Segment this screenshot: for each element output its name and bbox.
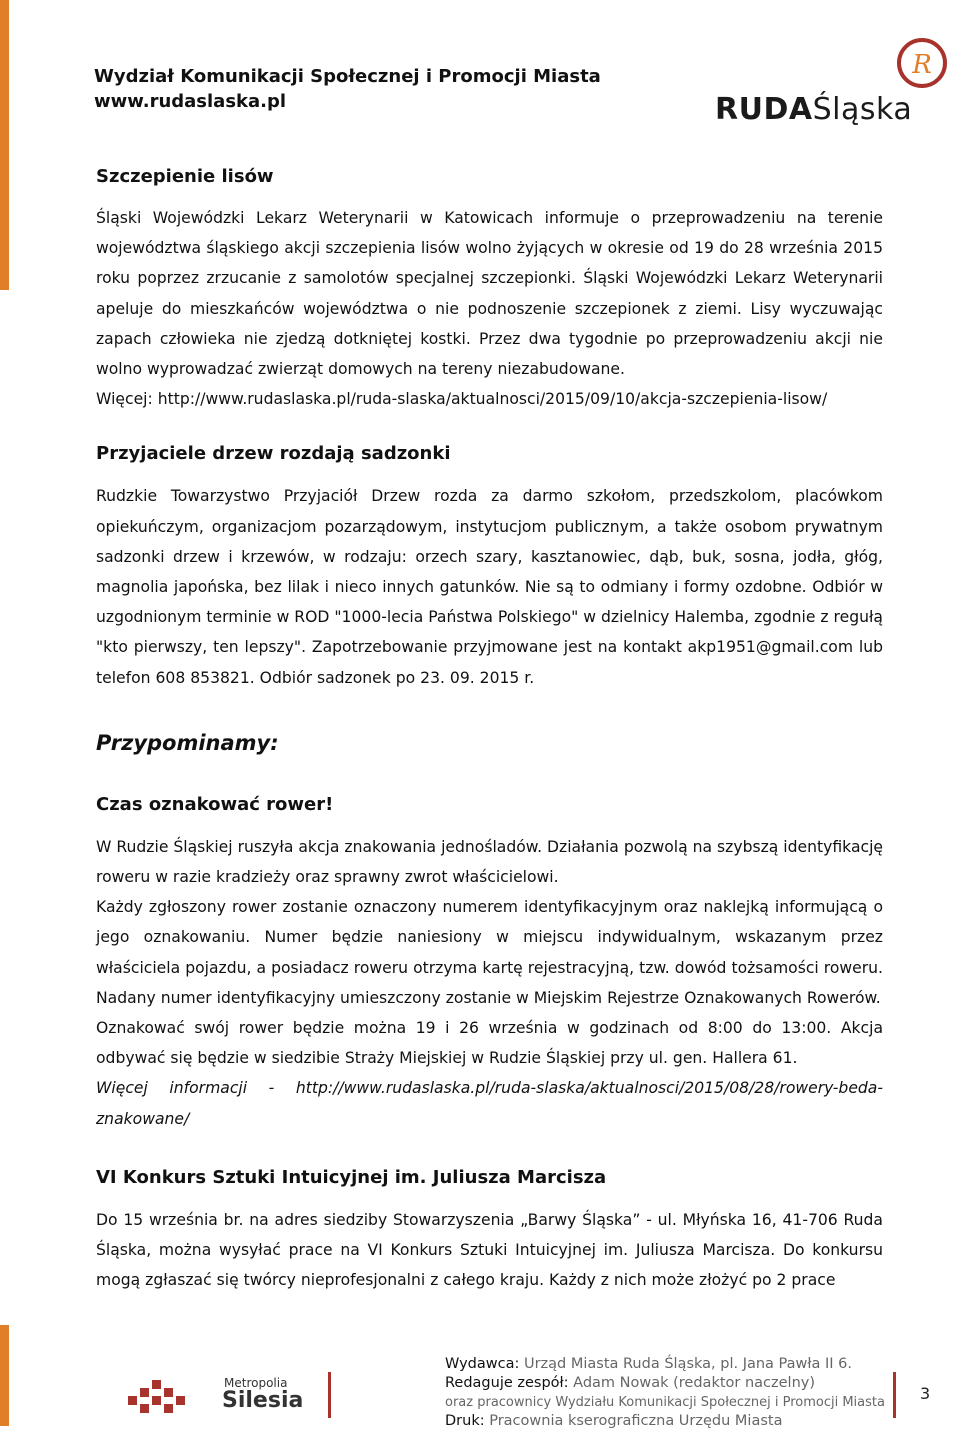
department-title: Wydział Komunikacji Społecznej i Promocji Miasta	[94, 66, 601, 87]
page-header	[94, 64, 601, 114]
footer-divider	[893, 1372, 896, 1418]
newsletter-content	[96, 165, 883, 1295]
article-paragraph: Każdy zgłoszony rower zostanie oznaczony numerem identyfikacyjnym oraz naklejką informującą o jego oznakowaniu. Numer będzie naniesiony w miejscu indywidualnym, wskazanym przez właściciela pojazdu, a posiadacz roweru otrzyma kartę rejestracyjną, tzw. dowód tożsamości roweru. Nadany numer identyfikacyjny umieszczony zostanie w Miejskim Rejestrze Oznakowanych Rowerów.	[96, 898, 883, 1007]
footer-imprint: Wydawca: Urząd Miasta Ruda Śląska, pl. Jana Pawła II 6. Redaguje zespół: Adam Nowak (redaktor naczelny) oraz pracownicy Wydziału Komunikacji Społecznej i Promocji Miasta Druk: Pracownia kserograficzna Urzędu Miasta	[445, 1356, 885, 1429]
page-footer	[0, 1350, 960, 1429]
article-paragraph: Do 15 września br. na adres siedziby Stowarzyszenia „Barwy Śląska” - ul. Młyńska 16, 41-706 Ruda Śląska, można wysyłać prace na VI Konkurs Sztuki Intuicyjnej im. Juliusza Marcisza. Do konkursu mogą zgłaszać się twórcy nieprofesjonalni z całego kraju. Każdy z nich może złożyć po 2 prace	[96, 1210, 883, 1290]
accent-band-top	[0, 0, 9, 290]
article-more-link: Więcej: http://www.rudaslaska.pl/ruda-slaska/aktualnosci/2015/09/10/akcja-szczepienia-lisow/	[96, 390, 828, 409]
article-title: Czas oznakować rower!	[96, 793, 334, 815]
article-title: Szczepienie lisów	[96, 166, 274, 187]
reminder-heading: Przypominamy:	[96, 730, 279, 755]
metropolia-silesia-logo: Metropolia Silesia	[128, 1376, 298, 1418]
article-paragraph: Śląski Wojewódzki Lekarz Weterynarii w Katowicach informuje o przeprowadzeniu na terenie województwa śląskiego akcji szczepienia lisów wolno żyjących w okresie od 19 do 28 września 2015 roku poprzez zrzucanie z samolotów specjalnej szczepionki. Śląski Wojewódzki Lekarz Weterynarii apeluje do mieszkańców województwa o nie podnoszenie szczepionek z ziemi. Lisy wyczuwając zapach człowieka nie zjedzą dotkniętej kostki. Przez dwa tygodnie po przeprowadzeniu akcji nie wolno wyprowadzać zwierząt domowych na tereny niezabudowane.	[96, 209, 883, 379]
article-paragraph: Rudzkie Towarzystwo Przyjaciół Drzew rozda za darmo szkołom, przedszkolom, placówkom opiekuńczym, organizacjom pozarządowym, instytucjom publicznym, a także osobom prywatnym sadzonki drzew i krzewów, w rodzaju: orzech szary, kasztanowiec, dąb, buk, sosna, jodła, głóg, magnolia japońska, bez lilak i nieco innych gatunków. Nie są to odmiany i formy ozdobne. Odbiór w uzgodnionym terminie w ROD "1000-lecia Państwa Polskiego" w dzielnicy Halemba, zgodnie z regułą "kto pierwszy, ten lepszy". Zapotrzebowanie przyjmowane jest na kontakt akp1951@gmail.com lub telefon 608 853821. Odbiór sadzonek po 23. 09. 2015 r.	[96, 487, 883, 687]
page-number: 3	[920, 1384, 931, 1403]
article-more-link: Więcej informacji - http://www.rudaslaska.pl/ruda-slaska/aktualnosci/2015/08/28/rowery-beda-znakowane/	[96, 1079, 883, 1128]
ruda-slaska-logo: R RUDAŚląska	[712, 38, 932, 134]
logo-emblem-icon: R	[897, 38, 947, 88]
header-url: www.rudaslaska.pl	[94, 91, 287, 112]
footer-divider	[328, 1372, 331, 1418]
article-title: VI Konkurs Sztuki Intuicyjnej im. Juliusza Marcisza	[96, 1166, 607, 1188]
article-paragraph: Oznakować swój rower będzie można 19 i 26 września w godzinach od 8:00 do 13:00. Akcja odbywać się będzie w siedzibie Straży Miejskiej w Rudzie Śląskiej przy ul. gen. Hallera 61.	[96, 1019, 883, 1068]
article-title: Przyjaciele drzew rozdają sadzonki	[96, 443, 451, 465]
article-paragraph: W Rudzie Śląskiej ruszyła akcja znakowania jednośladów. Działania pozwolą na szybszą identyfikację roweru w razie kradzieży oraz sprawny zwrot właścicielowi.	[96, 837, 883, 887]
